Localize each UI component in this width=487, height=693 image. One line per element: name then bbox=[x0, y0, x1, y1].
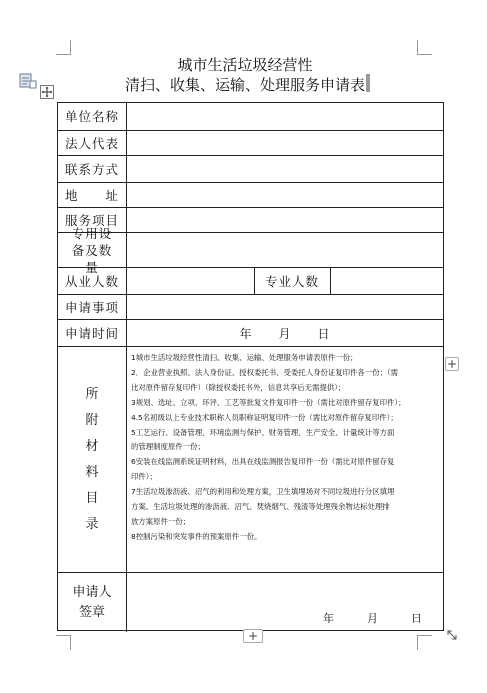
label-attachments-char: 附 bbox=[85, 412, 99, 428]
input-equipment[interactable] bbox=[127, 233, 443, 267]
row-signature bbox=[58, 573, 443, 632]
label-attachments-char: 录 bbox=[85, 516, 99, 532]
input-contact[interactable] bbox=[127, 156, 443, 182]
input-legal-rep[interactable] bbox=[127, 131, 443, 155]
row-legal-rep bbox=[58, 131, 443, 156]
signature-date[interactable]: 年 月 日 bbox=[323, 612, 422, 625]
label-professional-count: 专业人数 bbox=[264, 274, 319, 289]
label-attachments-char: 料 bbox=[85, 464, 99, 480]
add-row-button[interactable]: + bbox=[243, 629, 263, 643]
label-equipment: 专用设备及数量 bbox=[58, 233, 127, 267]
page-corner-mark-bottom-left bbox=[56, 635, 71, 650]
label-attachments-char: 所 bbox=[85, 386, 99, 402]
add-column-button[interactable]: + bbox=[446, 357, 458, 371]
attachment-line: 8控制污染和突发事件的预案原件一份。 bbox=[131, 531, 262, 541]
table-move-handle-icon[interactable] bbox=[40, 85, 54, 99]
attachment-line: 方案、生活垃圾处理的渗沥液、沼气、焚烧烟气、残渣等处理残余物达标处理排 bbox=[131, 502, 390, 512]
input-application-matter[interactable] bbox=[127, 295, 443, 319]
label-attachments-char: 目 bbox=[85, 490, 99, 506]
attachment-line: 1城市生活垃圾经营性清扫、收集、运输、处理服务申请表原件一份； bbox=[131, 353, 358, 362]
page-corner-mark-bottom-right bbox=[417, 635, 432, 650]
attachment-line: 4.5名初级以上专业技术职称人员职称证明复印件一份（需比对原件留存复印件）； bbox=[131, 412, 398, 422]
row-application-matter bbox=[58, 295, 443, 320]
application-form-table bbox=[57, 102, 444, 631]
row-attachments bbox=[58, 347, 443, 573]
table-resize-icon[interactable] bbox=[445, 628, 459, 642]
row-application-time bbox=[58, 320, 443, 347]
attachment-line: 6安装在线监测系统证明材料，出具在线监测报告复印件一份（需比对原件留存复 bbox=[131, 457, 395, 467]
text-cursor-marker bbox=[366, 74, 370, 92]
row-equipment bbox=[58, 225, 443, 275]
label-signature-line2: 签章 bbox=[78, 604, 105, 620]
label-attachments bbox=[58, 347, 127, 572]
label-service-items: 服务项目 bbox=[58, 208, 127, 232]
label-application-time: 申请时间 bbox=[58, 320, 127, 346]
row-staff-count bbox=[58, 268, 443, 295]
attachment-line: 比对原件留存复印件）（除授权委托书外，信息共享后无需提供）； bbox=[131, 382, 346, 392]
page-corner-mark-top-right bbox=[417, 40, 432, 55]
attachment-line: 7生活垃圾渗沥液、沼气的利用和处理方案，卫生填埋场对不同垃圾进行分区填埋 bbox=[131, 487, 395, 497]
label-signature bbox=[58, 573, 127, 632]
label-application-matter: 申请事项 bbox=[58, 295, 127, 319]
label-unit-name: 单位名称 bbox=[58, 103, 127, 130]
row-unit-name bbox=[58, 103, 443, 131]
attachment-line: 3规划、选址、立项、环评、工艺等批复文件复印件一份（需比对原件留存复印件）； bbox=[131, 397, 406, 407]
divider-staff-b bbox=[330, 268, 331, 294]
attachment-line: 2．企业营业执照、法人身份证、授权委托书、受委托人身份证复印件各一份；（需 bbox=[131, 367, 399, 377]
document-title-line2: 清扫、收集、运输、处理服务申请表 bbox=[124, 76, 365, 94]
label-staff-count: 从业人数 bbox=[58, 268, 127, 294]
attachments-list bbox=[131, 351, 440, 545]
document-title-line1: 城市生活垃圾经营性 bbox=[177, 56, 313, 74]
input-unit-name[interactable] bbox=[127, 103, 443, 130]
label-attachments-char: 材 bbox=[85, 438, 99, 454]
value-application-date[interactable]: 年 月 日 bbox=[239, 326, 331, 341]
input-service-items[interactable] bbox=[127, 208, 443, 232]
attachment-line: 印件）； bbox=[131, 472, 157, 482]
row-contact bbox=[58, 156, 443, 183]
layout-options-icon[interactable] bbox=[19, 72, 37, 90]
row-address bbox=[58, 183, 443, 208]
attachment-line: 的管理制度原件一份； bbox=[131, 442, 205, 452]
label-contact: 联系方式 bbox=[58, 156, 127, 182]
input-address[interactable] bbox=[127, 183, 443, 207]
label-legal-rep: 法人代表 bbox=[58, 131, 127, 155]
label-address: 地 址 bbox=[58, 183, 127, 207]
page-corner-mark-top-left bbox=[56, 40, 71, 55]
attachment-line: 5工艺运行、设备管理、环境监测与保护、财务管理、生产安全、计量统计等方面 bbox=[131, 427, 395, 437]
label-signature-line1: 申请人 bbox=[72, 584, 112, 600]
attachment-line: 放方案原件一份； bbox=[131, 516, 191, 526]
